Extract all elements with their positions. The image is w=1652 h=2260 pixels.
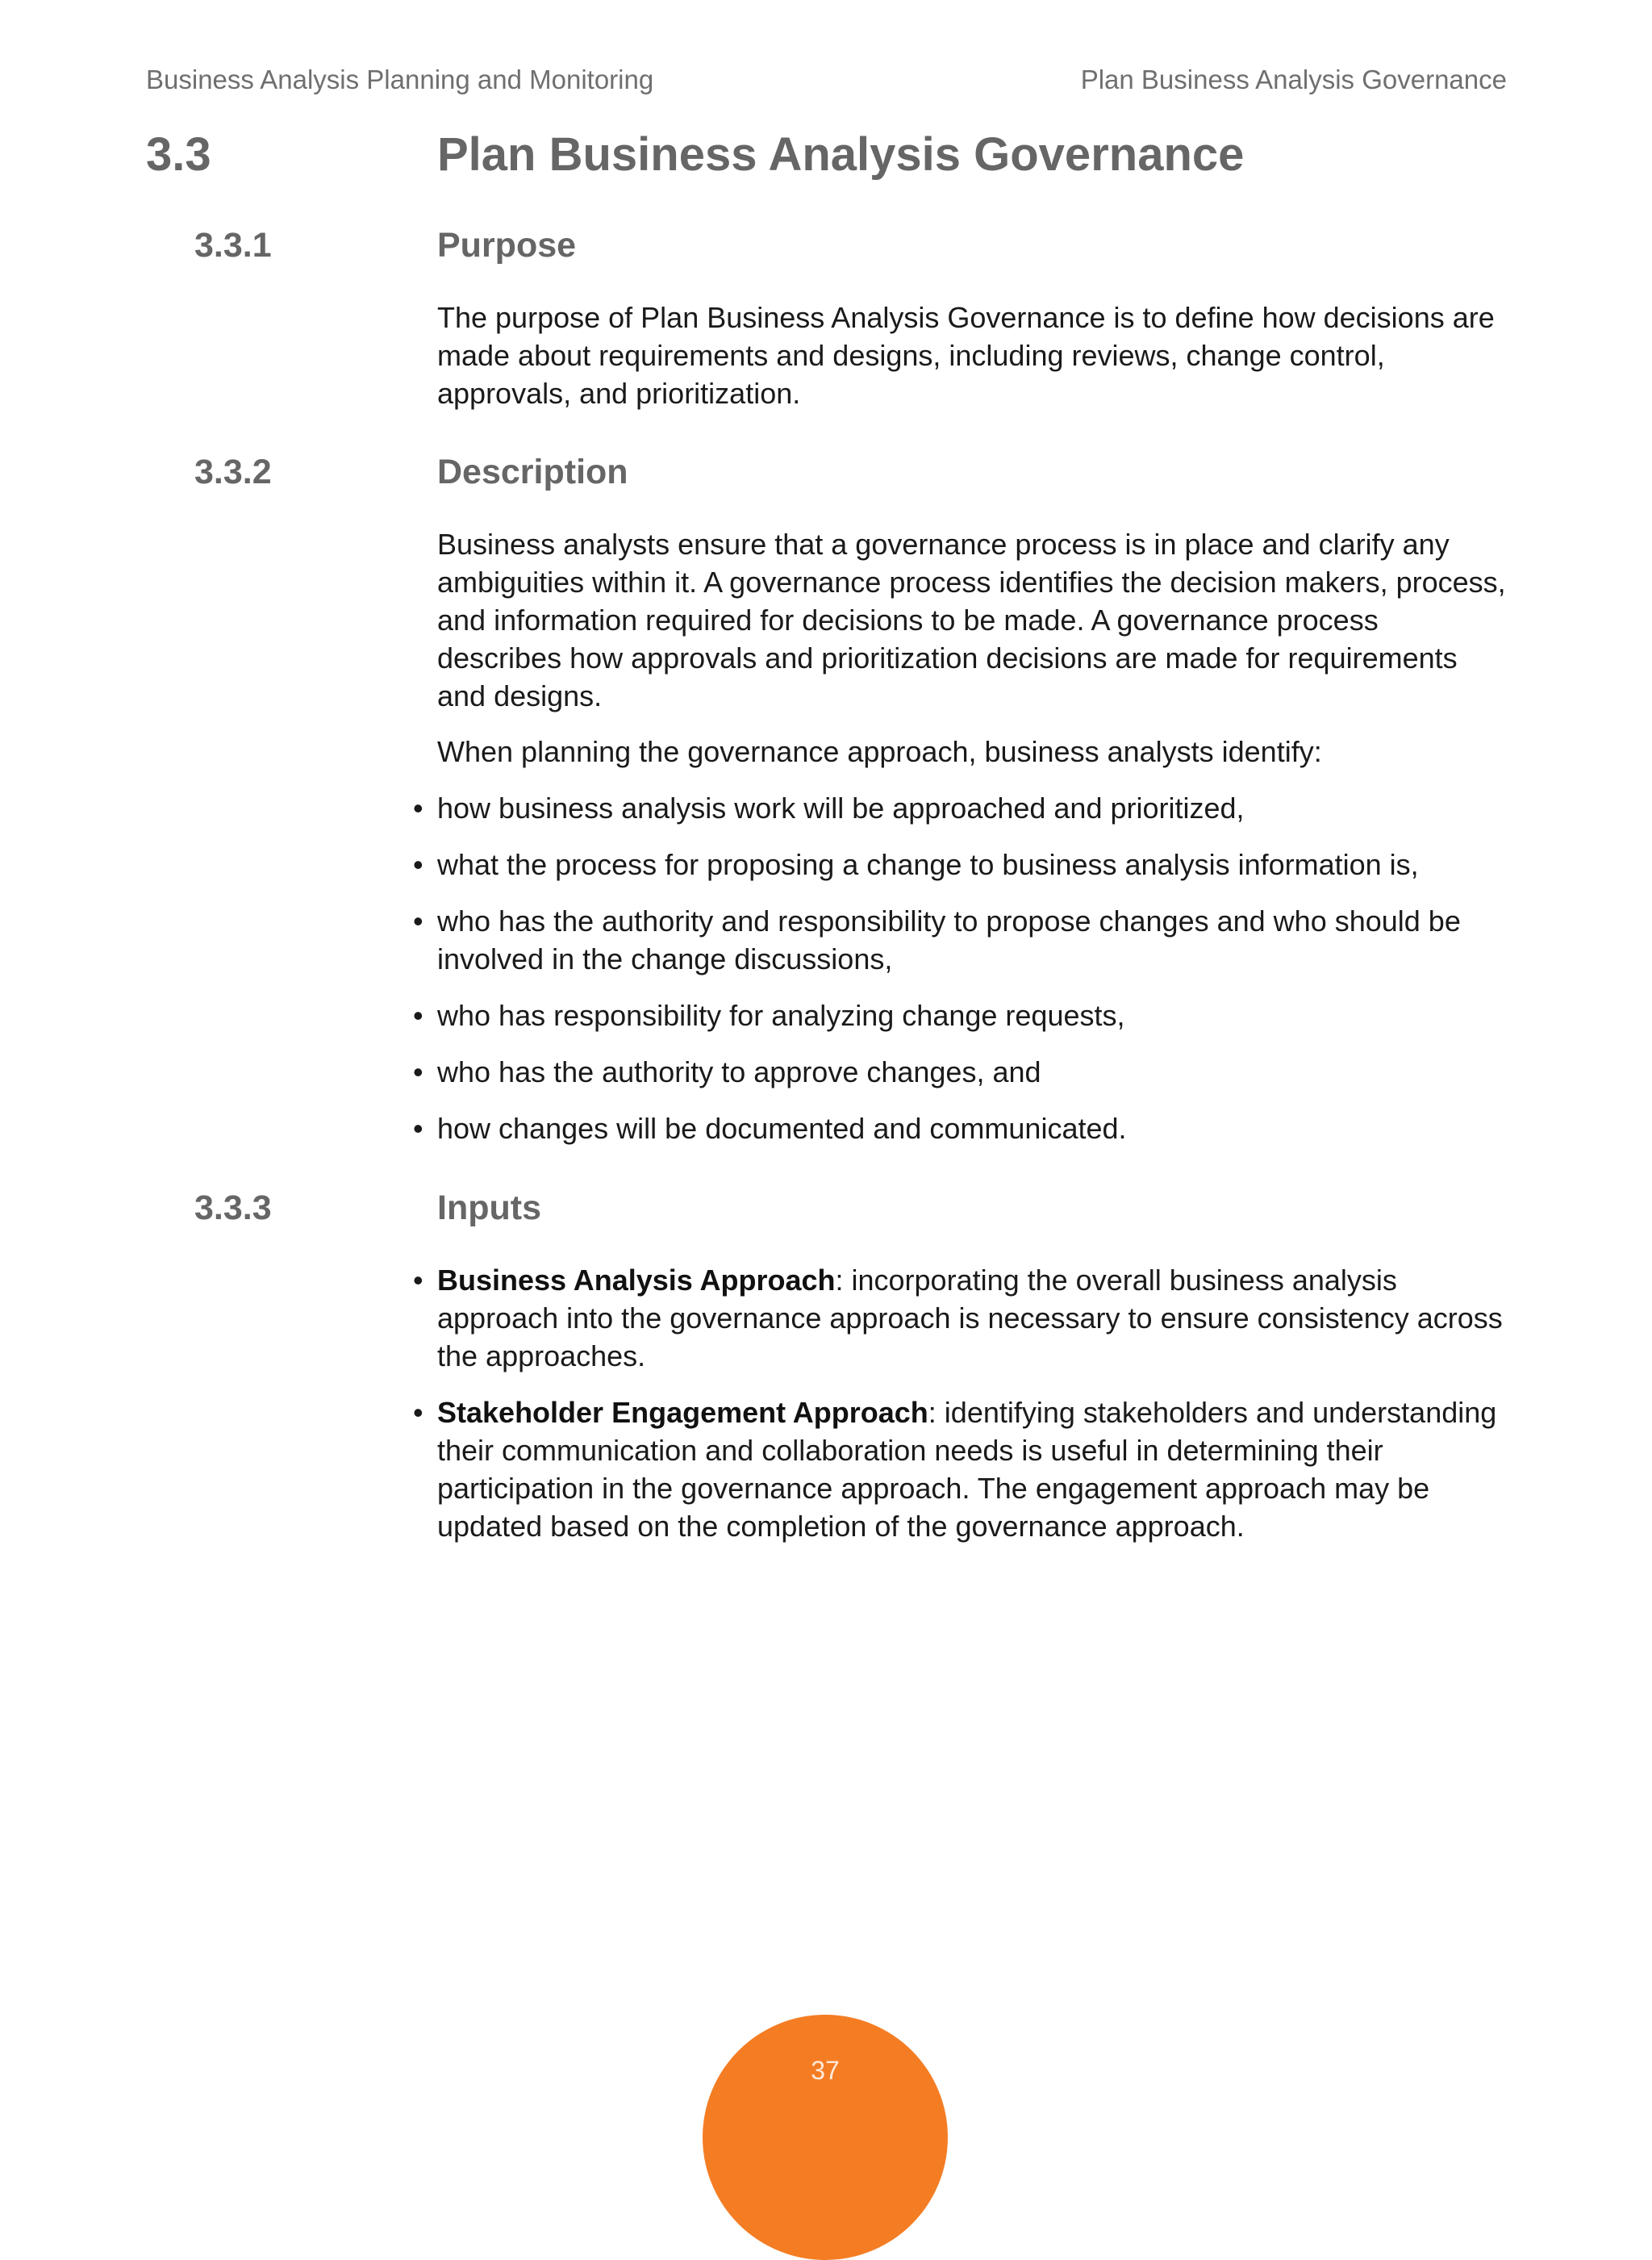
- list-item: • how changes will be documented and communicated.: [437, 1109, 1510, 1147]
- inputs-body: [413, 1261, 1510, 1564]
- purpose-body: [437, 299, 1510, 430]
- list-item: • what the process for proposing a change to business analysis information is,: [437, 846, 1510, 884]
- list-item: • who has the authority to approve changes, and: [437, 1053, 1510, 1091]
- purpose-heading: Purpose: [437, 226, 577, 265]
- input-item-stakeholder-engagement-approach: [413, 1393, 1510, 1545]
- description-body: [413, 525, 1510, 1166]
- bullet-icon: •: [413, 1112, 423, 1145]
- list-item: • who has responsibility for analyzing change requests,: [437, 996, 1510, 1034]
- input-description: : incorporating the overall business analysis approach into the governance approach is necessary to ensure consistency across the approaches.: [437, 1264, 1503, 1372]
- page-number: 37: [811, 2056, 840, 2085]
- description-paragraph-2: When planning the governance approach, business analysts identify:: [437, 735, 1322, 768]
- bullet-icon: •: [413, 848, 423, 881]
- input-term: Business Analysis Approach: [437, 1264, 836, 1297]
- bullet-icon: •: [413, 792, 423, 825]
- input-item-business-analysis-approach: [413, 1261, 1510, 1375]
- inputs-list: [413, 1261, 1510, 1545]
- description-number: 3.3.2: [194, 453, 272, 491]
- list-item: • how business analysis work will be approached and prioritized,: [437, 789, 1510, 827]
- bullet-icon: •: [413, 904, 423, 938]
- section-number: 3.3: [146, 128, 211, 181]
- bullet-icon: •: [413, 1264, 423, 1297]
- list-item: • who has the authority and responsibility to propose changes and who should be involved in the change discussions,: [437, 902, 1510, 978]
- inputs-number: 3.3.3: [194, 1188, 272, 1227]
- inputs-heading: Inputs: [437, 1188, 541, 1227]
- purpose-number: 3.3.1: [194, 226, 272, 265]
- input-term: Stakeholder Engagement Approach: [437, 1396, 928, 1429]
- running-header-right: Plan Business Analysis Governance: [1080, 65, 1507, 94]
- section-title: Plan Business Analysis Governance: [437, 128, 1245, 181]
- page-number-circle: [703, 2015, 948, 2260]
- bullet-icon: •: [413, 1396, 423, 1429]
- bullet-icon: •: [413, 999, 423, 1032]
- running-header-left: Business Analysis Planning and Monitoring: [146, 65, 654, 94]
- input-description: : identifying stakeholders and understanding their communication and collaboration needs is useful in determining their participation in the governance approach. The engagement approach may be updated based on the completion of the governance approach.: [437, 1396, 1497, 1543]
- identify-list: [413, 789, 1510, 1147]
- description-heading: Description: [437, 453, 628, 491]
- bullet-icon: •: [413, 1055, 423, 1088]
- description-paragraph-1: Business analysts ensure that a governance process is in place and clarify any ambiguities within it. A governance process identifies the decision makers, process, and information required for decisions to be made. A governance process describes how approvals and prioritization decisions are made for requirements and designs.: [437, 528, 1506, 712]
- purpose-paragraph: The purpose of Plan Business Analysis Governance is to define how decisions are made about requirements and designs, including reviews, change control, approvals, and prioritization.: [437, 301, 1495, 410]
